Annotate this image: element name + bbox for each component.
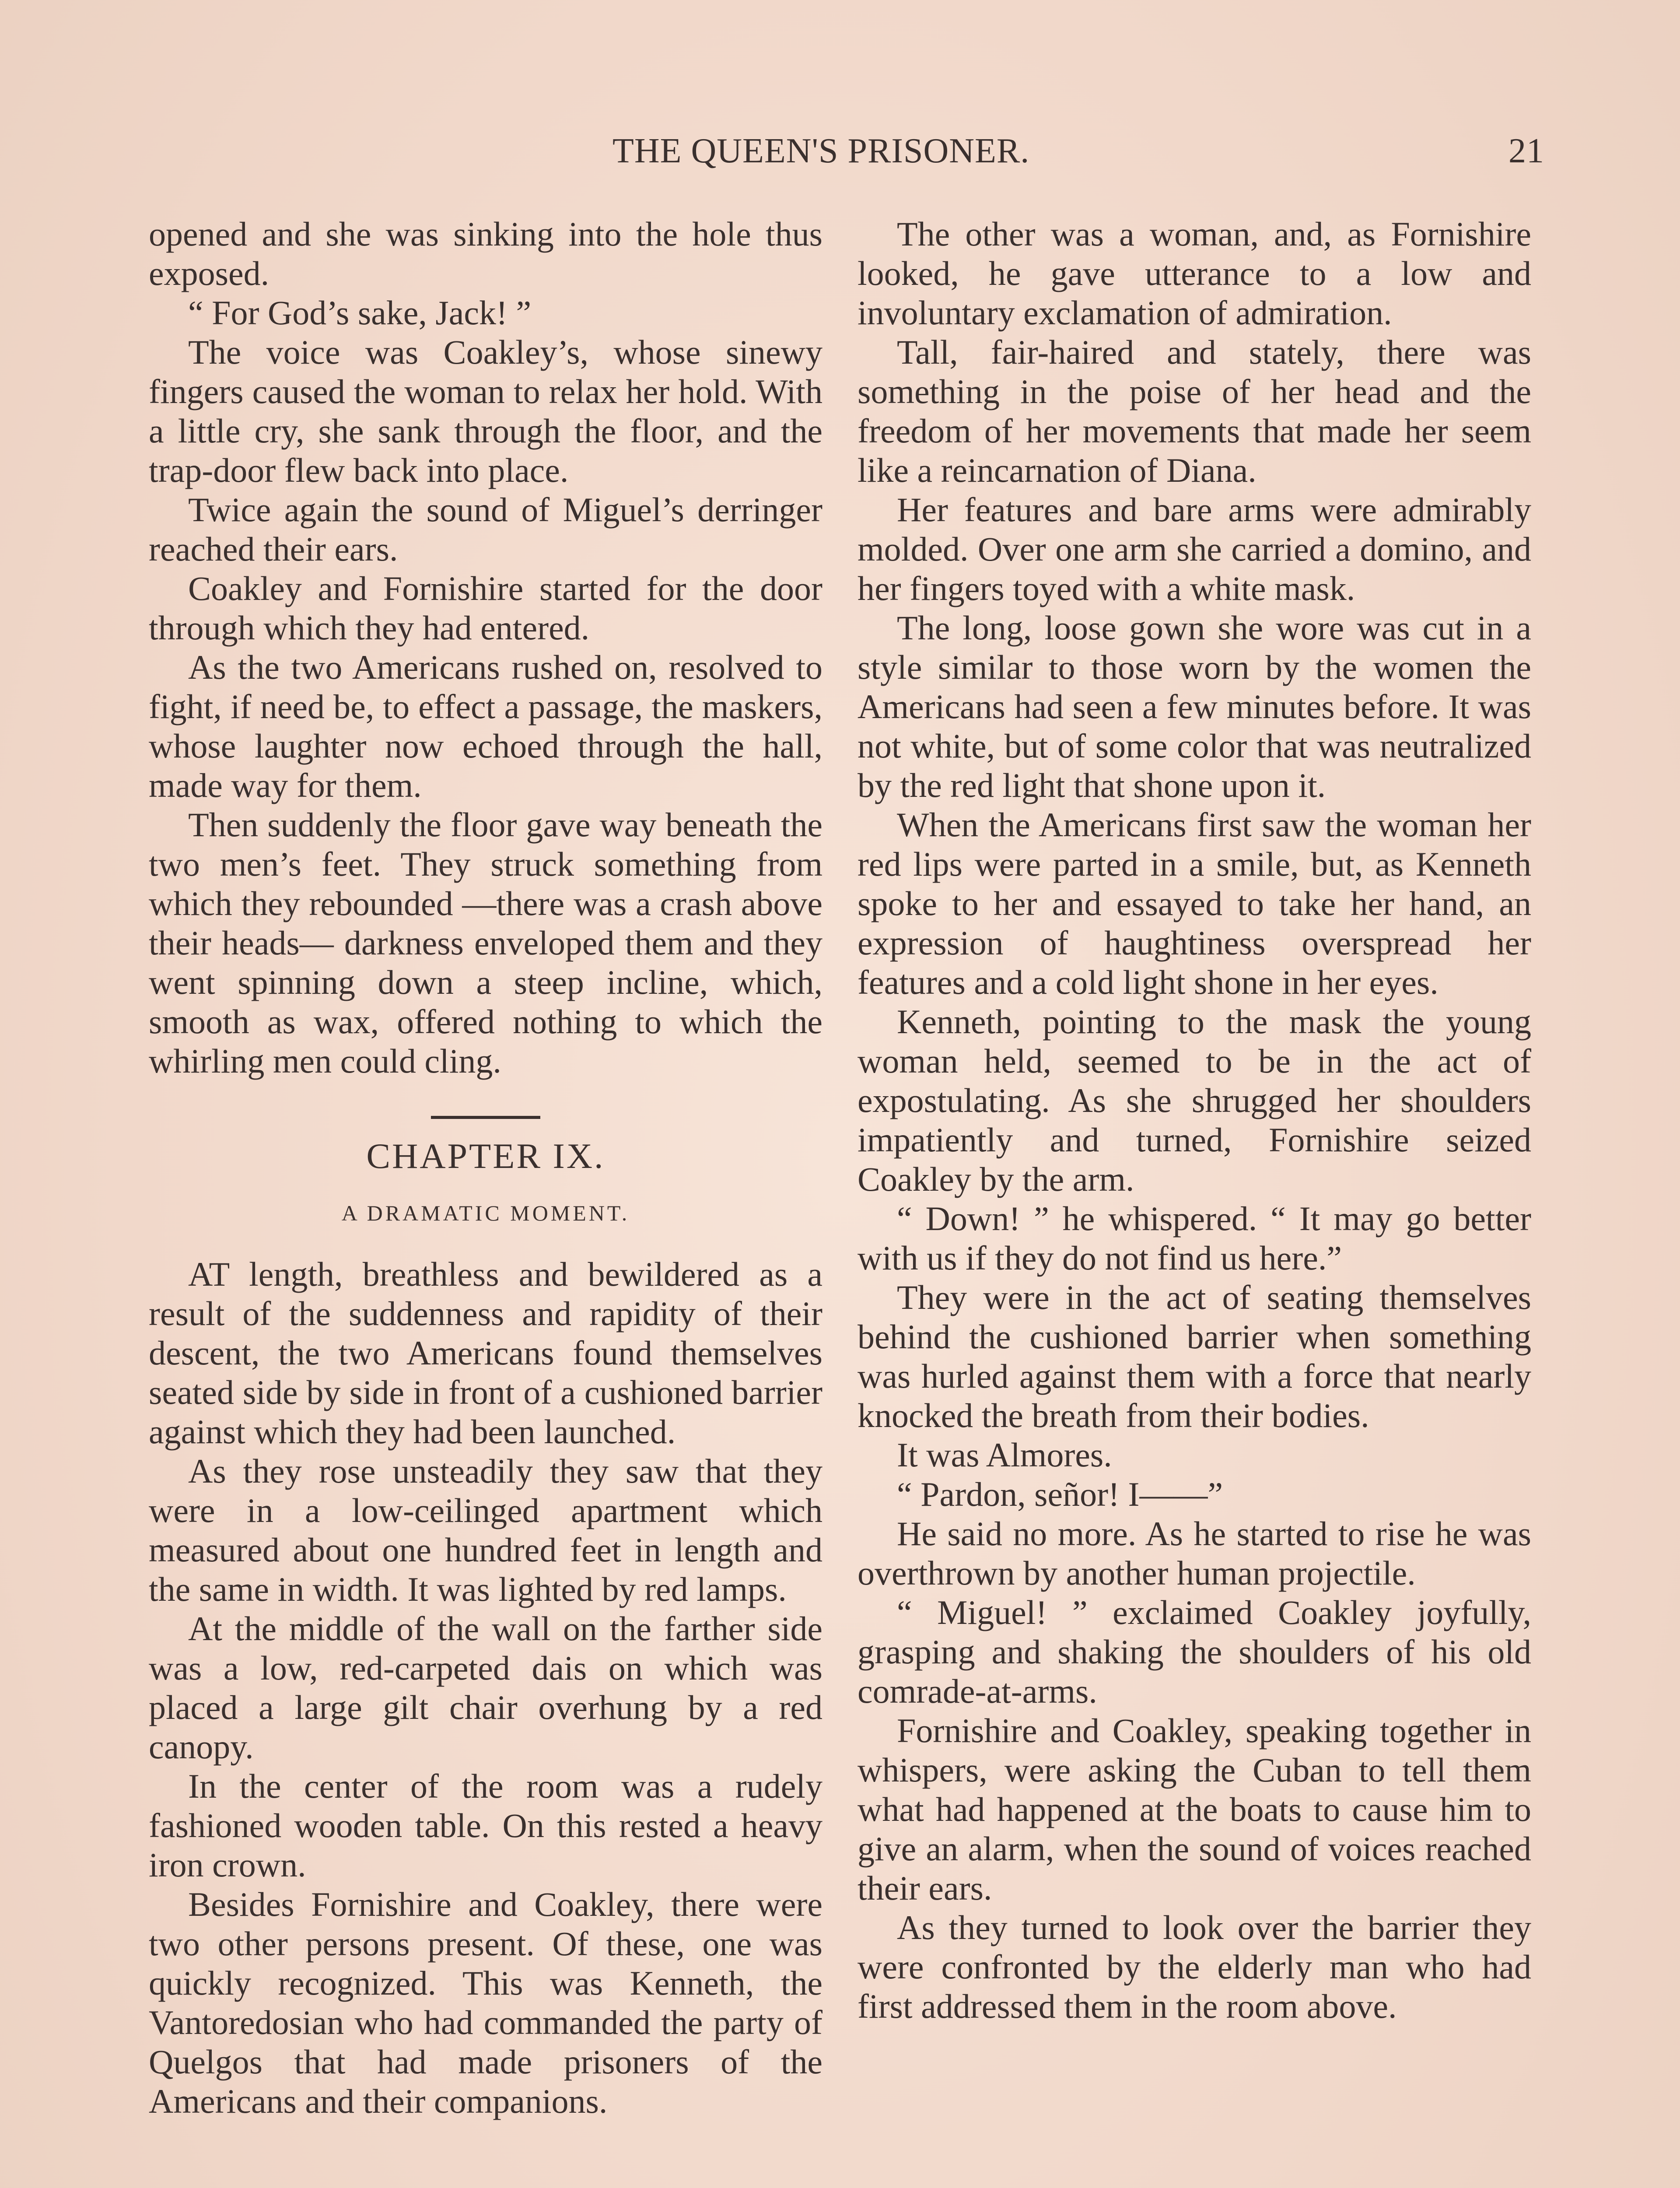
paragraph: As they rose unsteadily they saw that they were in a low-ceilinged apartment which measured about one hundred feet in length and the same in width. It was lighted by red lamps. (149, 1452, 822, 1608)
paragraph: When the Americans first saw the woman her red lips were parted in a smile, but, as Kenneth spoke to her and essayed to take her hand, an expression of haughtiness overspread her features and a cold light shone in her eyes. (858, 806, 1531, 1001)
paragraph: As the two Americans rushed on, resolved to fight, if need be, to effect a passage, the maskers, whose laughter now echoed through the hall, made way for them. (149, 648, 822, 804)
paragraph: As they turned to look over the barrier they were confronted by the elderly man who had first addressed them in the room above. (858, 1908, 1531, 2025)
paragraph: AT length, breathless and bewildered as a result of the suddenness and rapidity of their descent, the two Americans found themselves seated side by side in front of a cushioned barrier against which they had been launched. (149, 1255, 822, 1451)
right-column (858, 214, 1531, 2026)
page-number: 21 (1508, 132, 1544, 170)
paragraph: The long, loose gown she wore was cut in a style similar to those worn by the women the Americans had seen a few minutes before. It was not white, but of some color that was neutralized by the red light that shone upon it. (858, 609, 1531, 804)
paragraph: “ Down! ” he whispered. “ It may go better with us if they do not find us here.” (858, 1199, 1531, 1277)
paragraph: He said no more. As he started to rise he was overthrown by another human projectile. (858, 1515, 1531, 1592)
paragraph: opened and she was sinking into the hole thus exposed. (149, 215, 822, 292)
chapter-title: CHAPTER IX. (366, 1136, 605, 1176)
paragraph: “ Pardon, señor! I——” (897, 1475, 1223, 1513)
running-title: THE QUEEN'S PRISONER. (612, 132, 1030, 170)
paragraph: They were in the act of seating themselves behind the cushioned barrier when something was hurled against them with a force that nearly knocked the breath from their bodies. (858, 1278, 1531, 1434)
paragraph: The voice was Coakley’s, whose sinewy fingers caused the woman to relax her hold. With a little cry, she sank through the floor, and the trap-door flew back into place. (149, 333, 822, 489)
paragraph: The other was a woman, and, as Fornishire looked, he gave utterance to a low and involuntary exclamation of admiration. (858, 215, 1531, 332)
paragraph: Her features and bare arms were admirably molded. Over one arm she carried a domino, and her fingers toyed with a white mask. (858, 491, 1531, 607)
paragraph: At the middle of the wall on the farther side was a low, red-carpeted dais on which was placed a large gilt chair overhung by a red canopy. (149, 1609, 822, 1766)
paragraph: It was Almores. (897, 1436, 1112, 1474)
paragraph: Kenneth, pointing to the mask the young woman held, seemed to be in the act of expostulating. As she shrugged her shoulders impatiently and turned, Fornishire seized Coakley by the arm. (858, 1003, 1531, 1198)
left-column (149, 214, 822, 2121)
paragraph: In the center of the room was a rudely fashioned wooden table. On this rested a heavy iron crown. (149, 1767, 822, 1884)
paragraph: Fornishire and Coakley, speaking together in whispers, were asking the Cuban to tell them what had happened at the boats to cause him to give an alarm, when the sound of voices reached their ears. (858, 1711, 1531, 1907)
paragraph: “ Miguel! ” exclaimed Coakley joyfully, grasping and shaking the shoulders of his old comrade-at-arms. (858, 1593, 1531, 1710)
paragraph: Besides Fornishire and Coakley, there were two other persons present. Of these, one was quickly recognized. This was Kenneth, the Vantoredosian who had commanded the party of Quelgos that had made prisoners of the Americans and their companions. (149, 1885, 822, 2120)
paragraph: Then suddenly the floor gave way beneath the two men’s feet. They struck something from which they rebounded —there was a crash above their heads— darkness enveloped them and they went spinning down a steep incline, which, smooth as wax, offered nothing to which the whirling men could cling. (149, 806, 822, 1080)
chapter-subtitle: A DRAMATIC MOMENT. (341, 1201, 630, 1225)
chapter-divider (431, 1116, 540, 1119)
paragraph: Coakley and Fornishire started for the door through which they had entered. (149, 569, 822, 647)
paragraph: Twice again the sound of Miguel’s derringer reached their ears. (149, 491, 822, 568)
paragraph: “ For God’s sake, Jack! ” (188, 294, 532, 332)
paragraph: Tall, fair-haired and stately, there was something in the poise of her head and the freedom of her movements that made her seem like a reincarnation of Diana. (858, 333, 1531, 489)
